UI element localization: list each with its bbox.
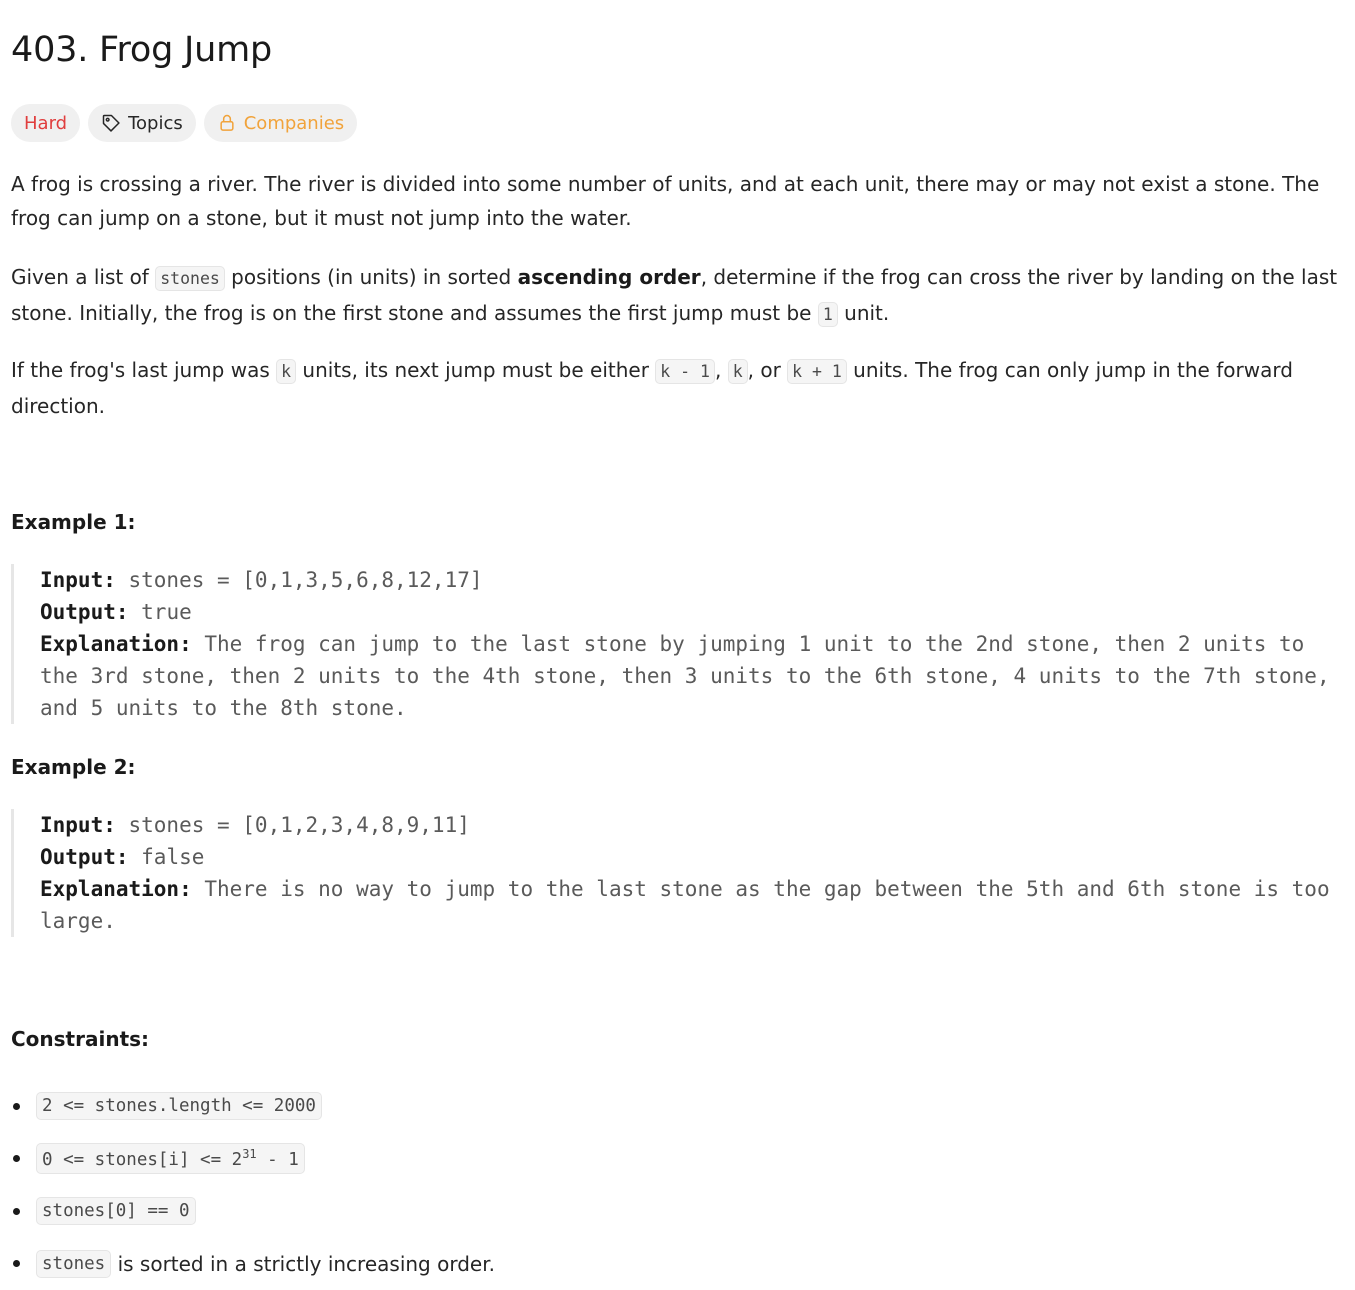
list-item	[11, 1080, 495, 1133]
example-2-heading: Example 2:	[11, 755, 136, 779]
inline-code: stones[0] == 0	[36, 1197, 196, 1225]
example-1-heading: Example 1:	[11, 510, 136, 534]
example-output: Output: false	[40, 841, 1341, 873]
lock-icon	[217, 113, 237, 133]
companies-label: Companies	[244, 113, 344, 134]
example-explanation: Explanation: There is no way to jump to the last stone as the gap between the 5th and 6th stone is too large.	[40, 873, 1341, 937]
inline-code: 1	[818, 302, 838, 327]
example-input: Input: stones = [0,1,2,3,4,8,9,11]	[40, 809, 1341, 841]
list-item	[11, 1133, 495, 1186]
topics-label: Topics	[128, 113, 183, 134]
description-paragraph-2: Given a list of stones positions (in units) in sorted ascending order, determine if the frog can cross the river by landing on the last stone. Initially, the frog is on the first stone and assumes the first jump must be 1 unit.	[11, 260, 1341, 332]
list-item	[11, 1185, 495, 1238]
example-explanation: Explanation: The frog can jump to the last stone by jumping 1 unit to the 2nd stone, then 2 units to the 3rd stone, then 2 units to the 4th stone, then 3 units to the 6th stone, 4 units to the 7th stone, and 5 units to the 8th stone.	[40, 628, 1341, 724]
constraints-list	[11, 1080, 495, 1290]
list-item: stones is sorted in a strictly increasing order.	[11, 1238, 495, 1290]
topics-button[interactable]	[88, 104, 196, 142]
tag-icon	[101, 113, 121, 133]
inline-code: stones	[36, 1250, 111, 1278]
inline-code: 2 <= stones.length <= 2000	[36, 1092, 322, 1120]
inline-code: k - 1	[655, 359, 715, 384]
inline-code: k + 1	[787, 359, 847, 384]
description-paragraph-3: If the frog's last jump was k units, its next jump must be either k - 1 , k , or k + 1 units. The frog can only jump in the forward direction.	[11, 353, 1341, 423]
inline-code: k	[728, 359, 748, 384]
inline-code: k	[276, 359, 296, 384]
example-output: Output: true	[40, 596, 1341, 628]
constraints-heading: Constraints:	[11, 1027, 149, 1051]
problem-title: 403. Frog Jump	[11, 30, 272, 70]
example-input: Input: stones = [0,1,3,5,6,8,12,17]	[40, 564, 1341, 596]
emphasis-text: ascending order	[518, 265, 701, 289]
description-paragraph-1: A frog is crossing a river. The river is divided into some number of units, and at each unit, there may or may not exist a stone. The frog can jump on a stone, but it must not jump into the water.	[11, 167, 1341, 235]
difficulty-badge[interactable]: Hard	[11, 104, 80, 142]
badge-row	[11, 104, 357, 142]
inline-code: stones	[155, 266, 225, 291]
example-1-block	[11, 564, 1341, 724]
companies-button[interactable]	[204, 104, 357, 142]
inline-code: 0 <= stones[i] <= $2^{31} - 1$	[36, 1143, 305, 1174]
example-2-block	[11, 809, 1341, 937]
